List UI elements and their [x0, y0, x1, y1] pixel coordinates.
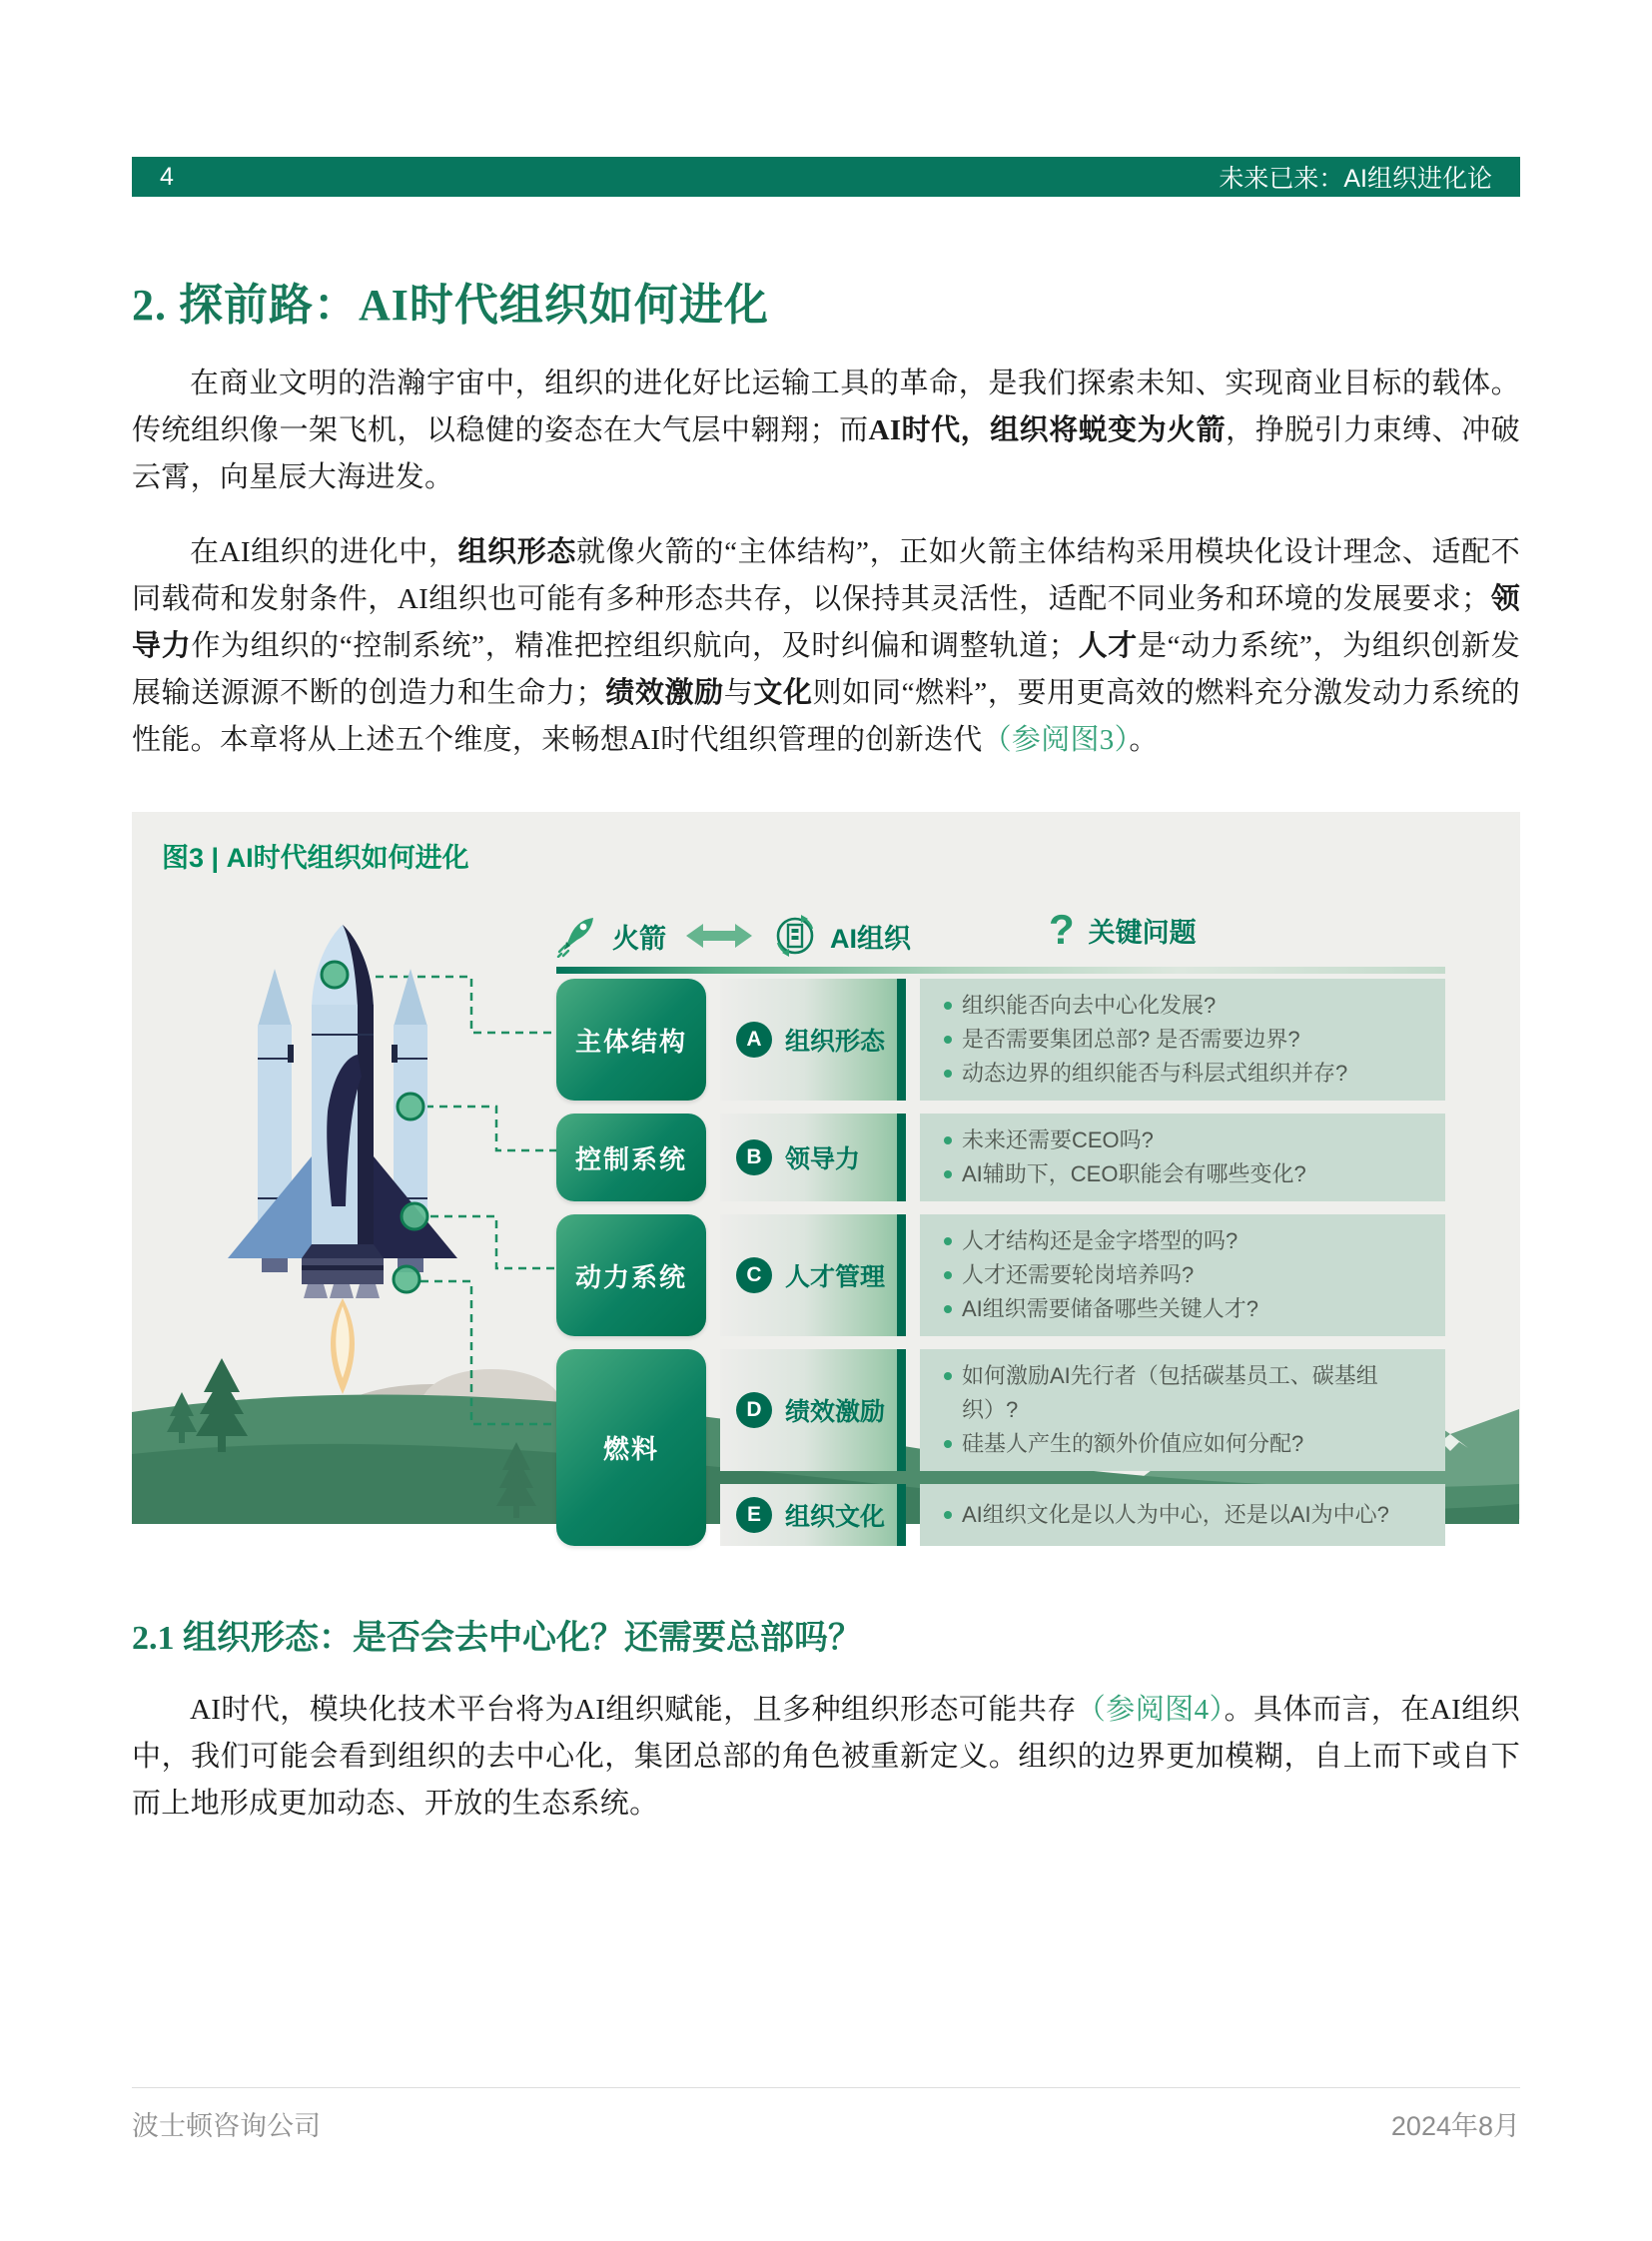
ai-org-building-icon — [772, 913, 818, 959]
rocket-part-label: 动力系统 — [556, 1214, 706, 1336]
question-list — [942, 1224, 1423, 1326]
key-questions-panel — [920, 979, 1445, 1101]
figure-reference-link[interactable]: （参阅图4） — [1076, 1694, 1225, 1726]
text-segment: AI时代，模块化技术平台将为AI组织赋能，且多种组织形态可能共存 — [190, 1694, 1077, 1726]
text-segment: 文化 — [753, 677, 813, 709]
page-number: 4 — [160, 162, 174, 191]
question-bullet: 组织能否向去中心化发展? — [942, 989, 1423, 1023]
legend-divider — [556, 967, 1445, 974]
footer-date: 2024年8月 — [1390, 2111, 1520, 2141]
question-bullet: 人才还需要轮岗培养吗? — [942, 1258, 1423, 1292]
question-bullet: 未来还需要CEO吗? — [942, 1123, 1423, 1157]
paragraph-1 — [132, 361, 1520, 501]
text-segment: 就像火箭的“主体结构”，正如火箭主体结构采用模块化设计理念、适配不同载荷和发射条件，AI组织也可能有多种形态共存，以保持其灵活性，适配不同业务和环境的发展要求； — [132, 536, 1520, 615]
org-dimension — [720, 1484, 906, 1546]
paragraph-3 — [132, 1687, 1520, 1828]
text-segment: 是“动力系统”，为组织创新发展输送源源不断的创造力和生命力； — [132, 630, 1520, 709]
legend-org-label: AI组织 — [830, 923, 911, 954]
org-dimension — [720, 1114, 906, 1201]
legend-right-group — [1049, 906, 1197, 953]
page-content — [132, 197, 1520, 1828]
section-title: 2. 探前路：AI时代组织如何进化 — [132, 281, 769, 330]
text-segment: ，挣脱引力束缚、冲破云霄，向星辰大海进发。 — [132, 414, 1520, 493]
key-questions-panel — [920, 1114, 1445, 1201]
question-bullet: 如何激励AI先行者（包括碳基员工、碳基组织）? — [942, 1359, 1423, 1427]
figure-reference-link[interactable]: （参阅图3） — [982, 724, 1130, 756]
double-arrow-icon — [686, 921, 752, 951]
question-mark-icon: ? — [1049, 906, 1075, 953]
document-title: 未来已来：AI组织进化论 — [1219, 165, 1492, 193]
question-bullet: 是否需要集团总部? 是否需要边界? — [942, 1023, 1423, 1057]
question-bullet: 硅基人产生的额外价值应如何分配? — [942, 1427, 1423, 1461]
page-header-bar — [132, 157, 1520, 197]
rocket-icon — [556, 914, 600, 958]
rocket-part-label: 控制系统 — [556, 1114, 706, 1201]
letter-badge: B — [736, 1139, 772, 1175]
letter-badge: E — [736, 1497, 772, 1533]
question-list — [942, 1123, 1423, 1191]
question-bullet: AI组织需要储备哪些关键人才? — [942, 1292, 1423, 1326]
letter-badge: C — [736, 1257, 772, 1293]
org-dimension-label: 人才管理 — [785, 1263, 886, 1291]
letter-badge: D — [736, 1392, 772, 1428]
figure-3 — [132, 812, 1520, 1531]
key-questions-panel — [920, 1484, 1445, 1546]
org-dimension-label: 领导力 — [785, 1145, 861, 1173]
legend-rocket-label: 火箭 — [612, 923, 666, 954]
subsection-title: 2.1 组织形态：是否会去中心化？还需要总部吗？ — [132, 1620, 862, 1657]
text-segment: 在AI组织的进化中， — [190, 536, 458, 568]
rocket-part-label: 燃料 — [556, 1349, 706, 1546]
org-dimension-label: 绩效激励 — [785, 1398, 886, 1426]
question-bullet: 动态边界的组织能否与科层式组织并存? — [942, 1057, 1423, 1091]
question-list — [942, 989, 1423, 1091]
org-dimension — [720, 1349, 906, 1471]
text-segment: 组织形态 — [457, 536, 577, 568]
rocket-illustration — [162, 907, 561, 1446]
org-dimension — [720, 1214, 906, 1336]
question-bullet: 人才结构还是金字塔型的吗? — [942, 1224, 1423, 1258]
legend-question-label: 关键问题 — [1088, 917, 1197, 948]
figure-canvas — [132, 879, 1520, 1531]
legend-left-group — [556, 913, 911, 959]
text-segment: 与 — [723, 677, 754, 709]
text-segment: 。具体而言，在AI组织中，我们可能会看到组织的去中心化，集团总部的角色被重新定义。组织的边界更加模糊，自上而下或自下而上地形成更加动态、开放的生态系统。 — [132, 1694, 1520, 1820]
letter-badge: A — [736, 1022, 772, 1058]
org-dimension-label: 组织文化 — [785, 1503, 886, 1531]
text-segment: 人才 — [1078, 630, 1138, 662]
footer-company: 波士顿咨询公司 — [132, 2111, 321, 2141]
question-list — [942, 1359, 1423, 1461]
text-segment: 绩效激励 — [604, 677, 724, 709]
question-bullet: AI辅助下，CEO职能会有哪些变化? — [942, 1157, 1423, 1191]
key-questions-panel — [920, 1214, 1445, 1336]
rocket-org-mapping-table — [556, 979, 1445, 1546]
org-dimension-label: 组织形态 — [785, 1028, 886, 1056]
text-segment: 则如同“燃料”，要用更高效的燃料充分激发动力系统的性能。本章将从上述五个维度，来畅想AI时代组织管理的创新迭代 — [132, 677, 1520, 756]
text-segment: AI时代，组织将蜕变为火箭 — [868, 414, 1227, 446]
text-segment: 。 — [1129, 724, 1159, 756]
rocket-part-label: 主体结构 — [556, 979, 706, 1101]
key-questions-panel — [920, 1349, 1445, 1471]
question-list — [942, 1498, 1423, 1532]
text-segment: 领导力 — [132, 583, 1520, 662]
org-dimension — [720, 979, 906, 1101]
paragraph-2 — [132, 529, 1520, 764]
page-footer — [132, 2087, 1520, 2143]
text-segment: 作为组织的“控制系统”，精准把控组织航向，及时纠偏和调整轨道； — [191, 630, 1079, 662]
figure-title: 图3 | AI时代组织如何进化 — [162, 843, 469, 873]
text-segment: 在商业文明的浩瀚宇宙中，组织的进化好比运输工具的革命，是我们探索未知、实现商业目标的载体。传统组织像一架飞机，以稳健的姿态在大气层中翱翔；而 — [132, 368, 1520, 446]
question-bullet: AI组织文化是以人为中心，还是以AI为中心? — [942, 1498, 1423, 1532]
